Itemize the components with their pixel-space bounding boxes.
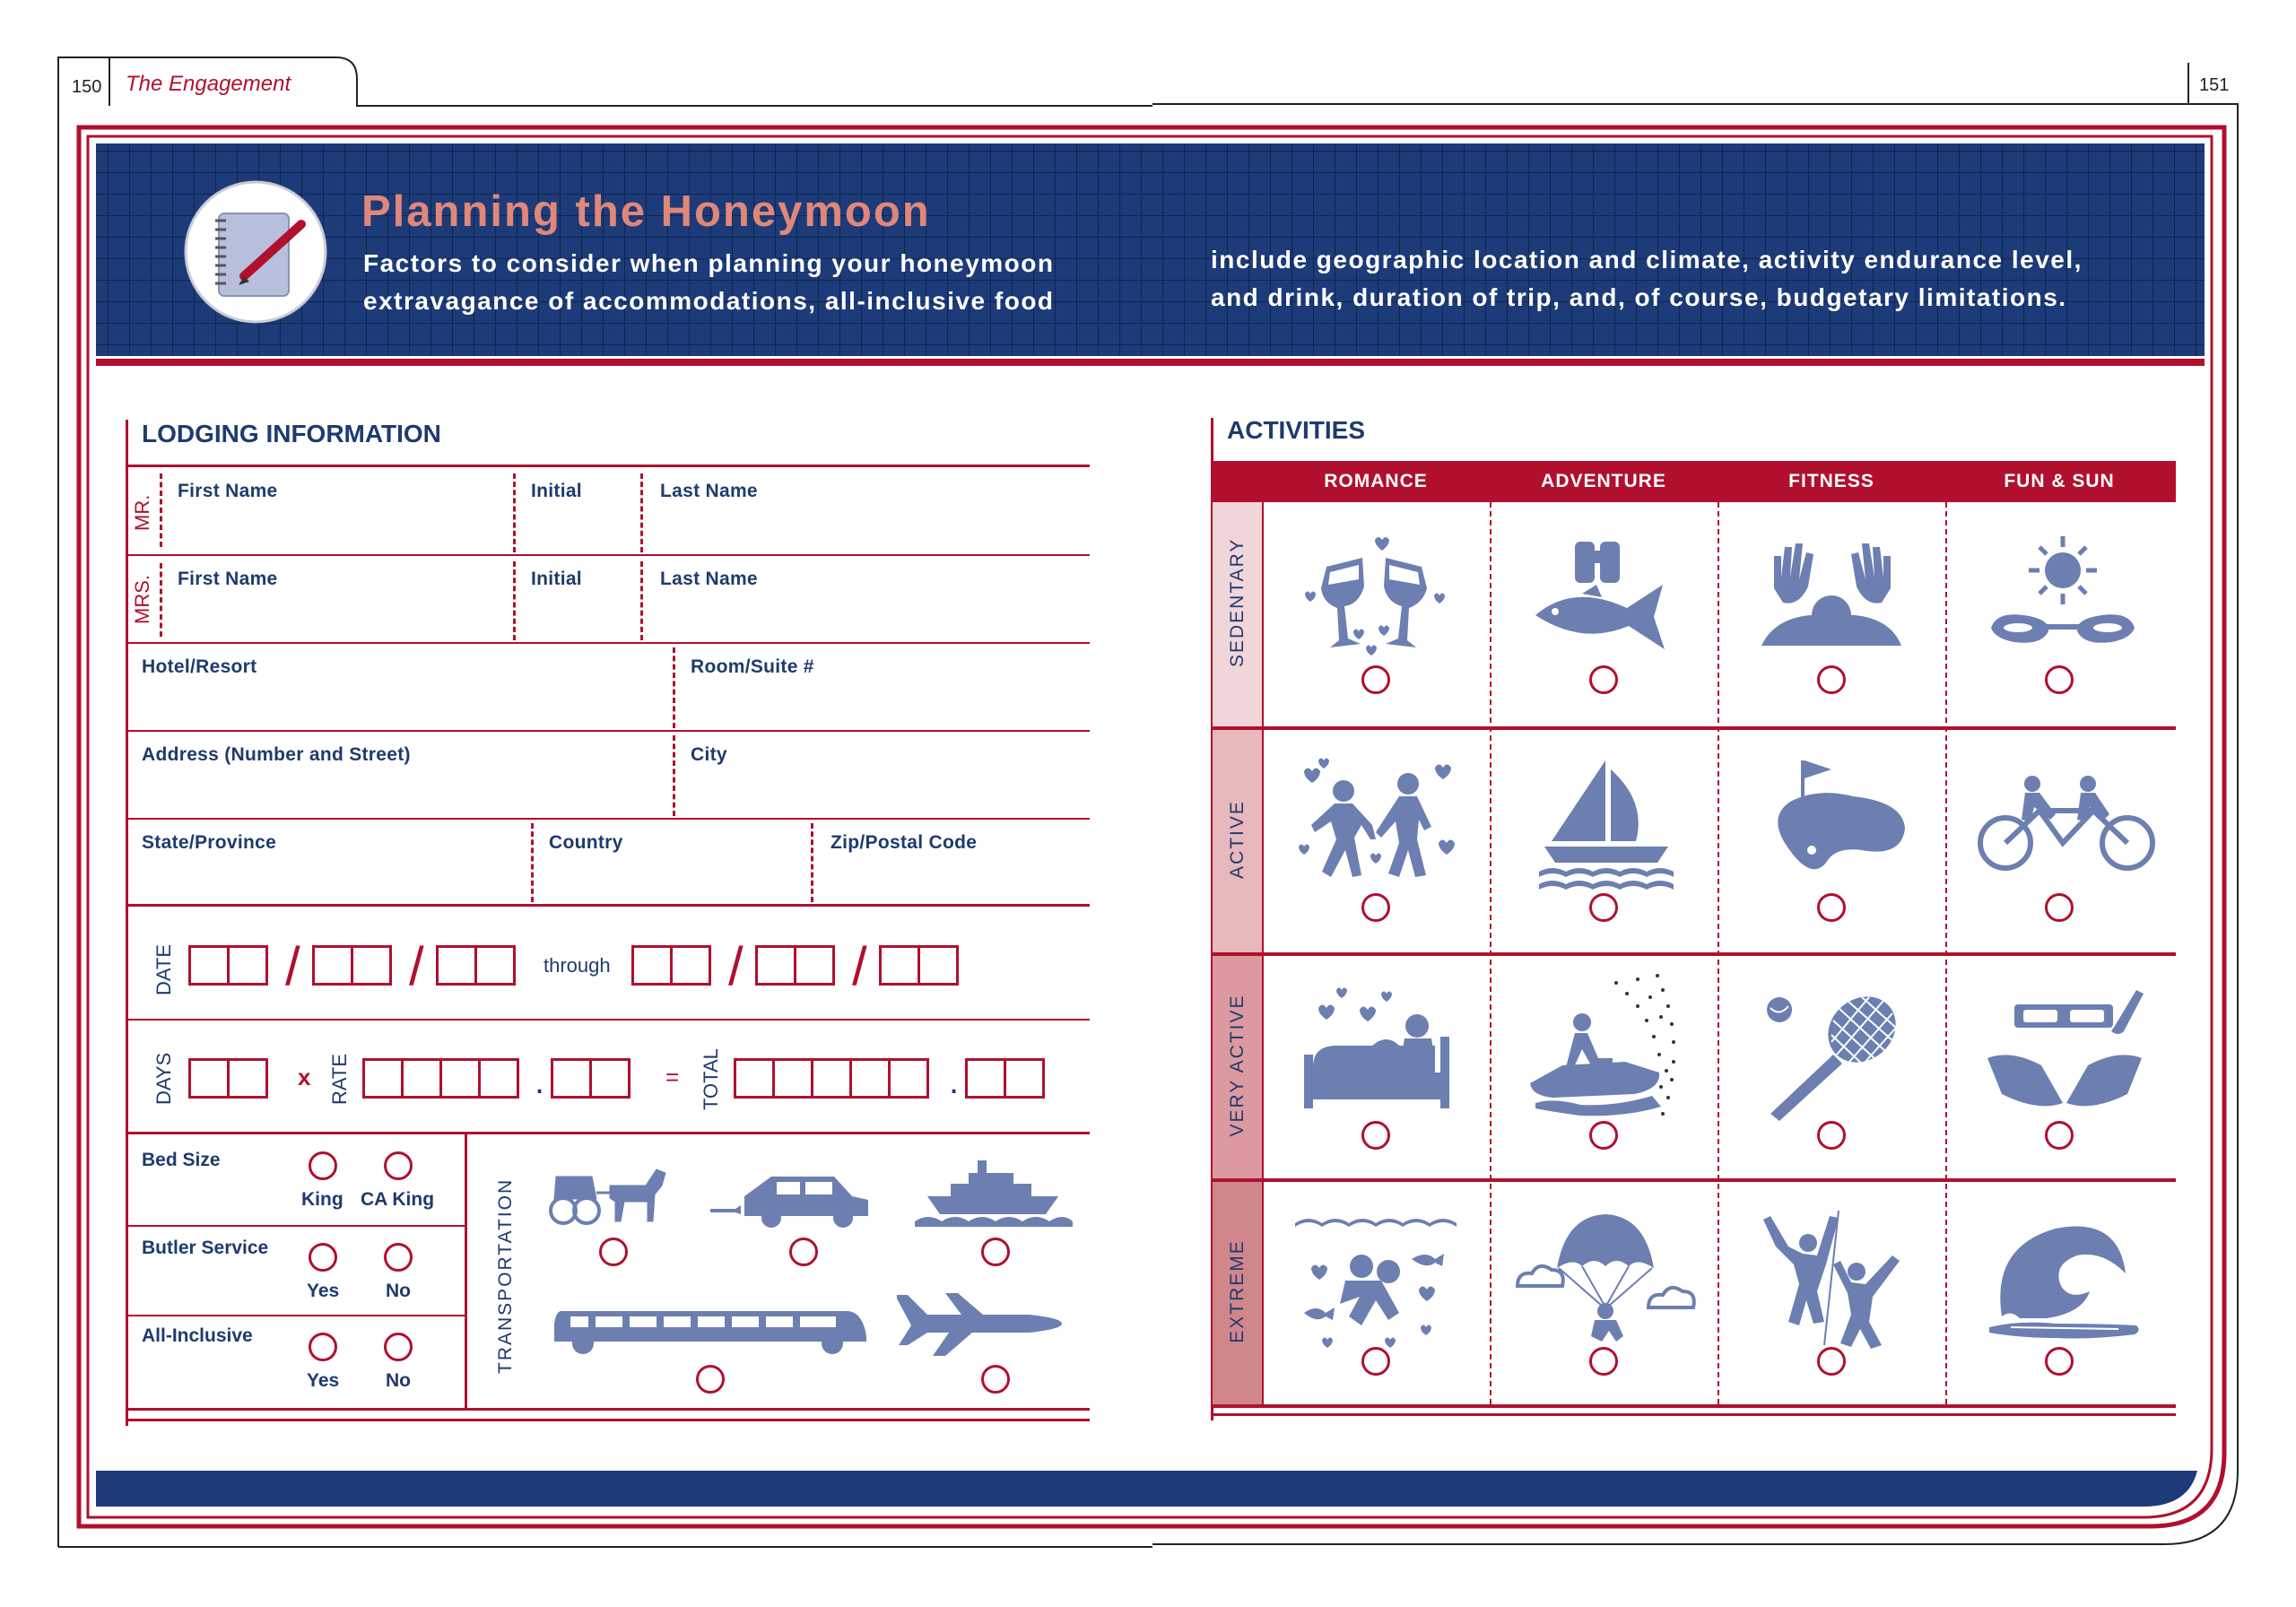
airplane-icon — [895, 1291, 1064, 1356]
page-number-left: 150 — [72, 77, 102, 97]
column-fun-sun: FUN & SUN — [2004, 471, 2115, 491]
tennis-icon — [1761, 990, 1905, 1125]
fun-very-active-radio[interactable] — [2045, 1121, 2074, 1150]
city-label: City — [691, 744, 727, 765]
romance-extreme-radio[interactable] — [1361, 1347, 1390, 1376]
scuba-couple-icon — [1295, 1214, 1457, 1358]
butler-label: Butler Service — [142, 1238, 269, 1258]
zip-label: Zip/Postal Code — [831, 832, 978, 853]
fitness-very-active-radio[interactable] — [1817, 1121, 1846, 1150]
mr-first-name-field[interactable] — [163, 502, 509, 551]
date-slash: / — [285, 936, 300, 996]
bed-romance-icon — [1300, 983, 1453, 1114]
butler-yes-label: Yes — [307, 1281, 340, 1301]
jet-ski-icon — [1526, 972, 1683, 1125]
rate-label: RATE — [328, 1053, 351, 1105]
banner-title: Planning the Honeymoon — [361, 187, 931, 236]
rate-decimal: . — [535, 1062, 545, 1101]
car-icon — [709, 1173, 872, 1230]
country-label: Country — [549, 832, 623, 853]
binoculars-fish-icon — [1528, 538, 1681, 655]
car-radio[interactable] — [789, 1238, 818, 1266]
room-label: Room/Suite # — [691, 656, 814, 677]
total-dollars-field[interactable] — [734, 1058, 926, 1099]
zip-field[interactable] — [816, 856, 1087, 902]
column-fitness: FITNESS — [1788, 471, 1874, 491]
mrs-label: MRS. — [131, 575, 153, 624]
mrs-last-name-label: Last Name — [660, 569, 758, 589]
state-label: State/Province — [142, 832, 277, 853]
city-field[interactable] — [678, 768, 1087, 816]
total-label: TOTAL — [700, 1048, 722, 1110]
fun-active-radio[interactable] — [2045, 893, 2074, 922]
horse-carriage-icon — [547, 1159, 678, 1230]
lodging-heading: LODGING INFORMATION — [142, 420, 441, 447]
mrs-initial-field[interactable] — [517, 592, 637, 640]
butler-no-radio[interactable] — [384, 1243, 413, 1272]
mr-last-name-field[interactable] — [644, 502, 1088, 551]
limousine-radio[interactable] — [696, 1365, 725, 1394]
fun-extreme-radio[interactable] — [2045, 1347, 2074, 1376]
surfing-wave-icon — [1984, 1220, 2142, 1345]
butler-no-label: No — [386, 1281, 411, 1301]
butler-yes-radio[interactable] — [309, 1243, 337, 1272]
banner-text-left-1: Factors to consider when planning your honeymoon — [363, 249, 1055, 277]
bed-king-radio[interactable] — [309, 1151, 337, 1180]
room-field[interactable] — [678, 680, 1087, 728]
rate-dollars-field[interactable] — [362, 1058, 517, 1099]
mr-initial-field[interactable] — [517, 502, 637, 551]
adventure-sedentary-radio[interactable] — [1589, 665, 1618, 694]
date-start-month[interactable] — [188, 945, 265, 986]
date-label: DATE — [152, 943, 175, 995]
page-number-right: 151 — [2199, 75, 2230, 95]
date-end-year[interactable] — [879, 945, 956, 986]
adventure-active-radio[interactable] — [1589, 893, 1618, 922]
hotel-field[interactable] — [129, 680, 667, 728]
mrs-first-name-field[interactable] — [163, 592, 509, 640]
activities-grid — [1213, 461, 2176, 1415]
mr-label: MR. — [131, 494, 153, 531]
notepad-pencil-icon — [183, 179, 328, 325]
fitness-sedentary-radio[interactable] — [1817, 665, 1846, 694]
all-inclusive-yes-label: Yes — [307, 1370, 340, 1391]
total-decimal: . — [949, 1062, 960, 1101]
dancing-couple-icon — [1295, 757, 1457, 900]
bed-ca-king-radio[interactable] — [384, 1151, 413, 1180]
carriage-radio[interactable] — [599, 1238, 628, 1266]
parachute-icon — [1512, 1211, 1700, 1345]
rate-cents-field[interactable] — [551, 1058, 628, 1099]
romance-sedentary-radio[interactable] — [1361, 665, 1390, 694]
row-sedentary: SEDENTARY — [1213, 502, 1262, 728]
bed-size-label: Bed Size — [142, 1150, 221, 1170]
row-extreme: EXTREME — [1213, 1180, 1262, 1406]
mrs-first-name-label: First Name — [178, 569, 278, 589]
banner-text-left-2: extravagance of accommodations, all-inclusive food — [363, 287, 1055, 315]
date-start-day[interactable] — [312, 945, 389, 986]
limousine-icon — [552, 1302, 868, 1354]
column-adventure: ADVENTURE — [1541, 471, 1666, 491]
ship-radio[interactable] — [981, 1238, 1010, 1266]
cruise-ship-icon — [915, 1159, 1073, 1230]
state-field[interactable] — [129, 856, 527, 902]
transportation-label: TRANSPORTATION — [495, 1177, 516, 1374]
all-inclusive-label: All-Inclusive — [142, 1325, 253, 1346]
mrs-last-name-field[interactable] — [644, 592, 1088, 640]
mr-last-name-label: Last Name — [660, 481, 758, 501]
row-active: ACTIVE — [1213, 728, 1262, 954]
romance-active-radio[interactable] — [1361, 893, 1390, 922]
banner-text-right-2: and drink, duration of trip, and, of course, budgetary limitations. — [1211, 283, 2067, 311]
fitness-active-radio[interactable] — [1817, 893, 1846, 922]
sun-sunglasses-icon — [1987, 534, 2140, 660]
massage-icon — [1756, 534, 1909, 660]
ca-king-label: CA King — [361, 1189, 435, 1210]
activities-heading: ACTIVITIES — [1227, 416, 1366, 444]
champagne-toast-icon — [1300, 533, 1452, 667]
mr-initial-label: Initial — [531, 481, 582, 501]
rock-climbing-icon — [1758, 1211, 1910, 1354]
address-field[interactable] — [129, 768, 667, 816]
all-inclusive-no-radio[interactable] — [384, 1333, 413, 1361]
romance-very-active-radio[interactable] — [1361, 1121, 1390, 1150]
date-slash: / — [409, 936, 424, 996]
total-cents-field[interactable] — [965, 1058, 1042, 1099]
fun-sedentary-radio[interactable] — [2045, 665, 2074, 694]
address-label: Address (Number and Street) — [142, 744, 411, 765]
date-end-month[interactable] — [631, 945, 709, 986]
days-label: DAYS — [152, 1052, 175, 1105]
sailboat-icon — [1539, 757, 1674, 891]
through-label: through — [544, 954, 611, 977]
mrs-initial-label: Initial — [531, 569, 582, 589]
adventure-extreme-radio[interactable] — [1589, 1347, 1618, 1376]
banner-text-right-1: include geographic location and climate, activity endurance level, — [1211, 246, 2083, 274]
days-field[interactable] — [188, 1058, 265, 1099]
all-inclusive-no-label: No — [386, 1370, 411, 1391]
date-slash: / — [852, 936, 867, 996]
date-end-day[interactable] — [755, 945, 832, 986]
row-very-active: VERY ACTIVE — [1213, 954, 1262, 1180]
fitness-extreme-radio[interactable] — [1817, 1347, 1846, 1376]
king-label: King — [301, 1189, 344, 1210]
golf-icon — [1763, 757, 1907, 882]
all-inclusive-yes-radio[interactable] — [309, 1333, 337, 1361]
airplane-radio[interactable] — [981, 1365, 1010, 1394]
date-slash: / — [728, 936, 744, 996]
equals-sign: = — [665, 1064, 680, 1090]
running-head: The Engagement — [126, 72, 291, 96]
tandem-bicycle-icon — [1977, 775, 2156, 873]
mr-first-name-label: First Name — [178, 481, 278, 501]
hotel-label: Hotel/Resort — [142, 656, 257, 677]
adventure-very-active-radio[interactable] — [1589, 1121, 1618, 1150]
snorkel-fins-icon — [1984, 986, 2145, 1117]
times-sign: x — [298, 1064, 311, 1090]
column-romance: ROMANCE — [1324, 471, 1428, 491]
country-field[interactable] — [536, 856, 807, 902]
date-start-year[interactable] — [436, 945, 513, 986]
